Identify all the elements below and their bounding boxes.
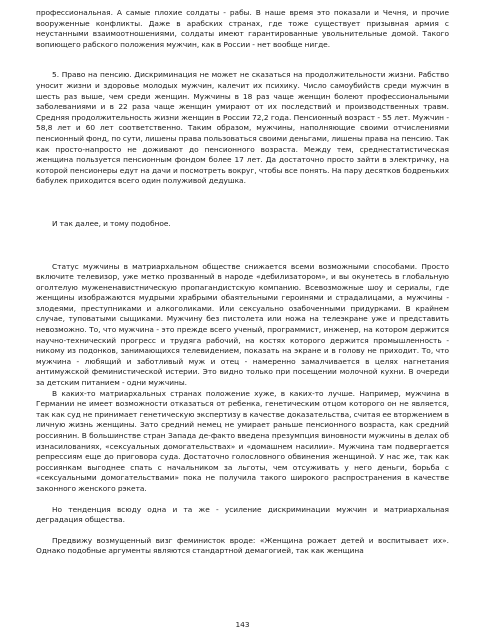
paragraph-pension: 5. Право на пенсию. Дискриминация не может не сказаться на продолжительности жизни. Рабство уносит жизни и здоровье молодых мужчин, калечит их психику. Число самоубийств среди мужчин в шесть раз выше, чем среди женщин. Мужчины в 18 раз чаще женщин болеют профессиональными заболеваниями и в 22 раза чаще женщин умирают от их последствий и производственных травм. Средняя продолжительность жизни женщин в России 72,2 года. Пенсионный возраст - 55 лет. Мужчин - 58,8 лет и 60 лет соответственно. Таким образом, мужчины, наполняющие своими отчислениями пенсионный фонд, по сути, лишены права пользоваться своими деньгами, лишены права на пенсию. Так как просто-напросто не доживают до пенсионного возраста. Между тем, среднестатистическая женщина пользуется пенсионным фондом более 17 лет. Да достаточно просто зайти в электричку, на которой пенсионеры едут на дачи и посмотреть вокруг, чтобы все понять. На пару десятков бодреньких бабулек приходится всего один полуживой дедушка. xyxy=(36,70,449,186)
paragraph-tendency: Но тенденция всюду одна и та же - усиление дискриминации мужчин и матриархальная деградация общества. xyxy=(36,504,449,525)
paragraph-countries: В каких-то матриархальных странах положение хуже, в каких-то лучше. Например, мужчина в Германии не имеет возможности отказаться от ребенка, генетическим отцом которого он не является, так как суд не принимает генетическую экспертизу в качестве доказательства, считая ее вторжением в личную жизнь женщины. Зато средний немец не умирает раньше пенсионного возраста, как средний россиянин. В большинстве стран Запада де-факто введена презумпция виновности мужчины в делах об изнасилованиях, «сексуальных домогательствах» и «домашнем насилии». Мужчина там подвергается репрессиям еще до приговора суда. Достаточно голословного обвинения женщиной. У нас же, так как россиянкам выгоднее спать с начальником за льготы, чем отсуживать у него деньги, борьба с «сексуальными домогательствами» пока не получила такого широкого распространения в качестве законного женского рэкета. xyxy=(36,388,449,493)
paragraph-status: Статус мужчины в матриархальном обществе снижается всеми возможными способами. Просто включите телевизор, уже метко прозванный в народе «дебилизатором», и вы окунетесь в глобальную оголтелую мужененавистническую пропагандистскую компанию. Всевозможные шоу и сериалы, где женщины изображаются мудрыми храбрыми обаятельными героинями и страдалицами, а мужчины - злодеями, преступниками и алкоголиками. Или сексуально озабоченными придурками. В крайнем случае, туповатыми сыщиками. Мужчину без пистолета или ножа на телеэкране уже и представить невозможно. То, что мужчина - это прежде всего ученый, программист, инженер, на котором держится научно-технический прогресс и трудяга рабочий, на костях которого держится промышленность - никому из подонков, занимающихся телевидением, показать на экране и в голову не приходит. То, что мужчина - любящий и заботливый муж и отец - намеренно замалчивается в целях нагнетания антимужской феминистической истерии. Это видно только при посещении молочной кухни. В очереди за детским питанием - одни мужчины. xyxy=(36,261,449,388)
document-page xyxy=(36,8,449,632)
paragraph-army: профессиональная. А самые плохие солдаты - рабы. В наше время это показали и Чечня, и прочие вооруженные конфликты. Даже в арабских странах, где тоже существует призывная армия с неустанными взаимоотношениями, солдаты имеют гарантированные увольнительные домой. Такого вопиющего рабского положения мужчин, как в России - нет вообще нигде. xyxy=(36,8,449,49)
paragraph-feminists: Предвижу возмущенный визг феминисток вроде: «Женщина рожает детей и воспитывает их». Однако подобные аргументы являются стандартной демагогией, так как женщина xyxy=(36,535,449,556)
page-number: 143 xyxy=(235,620,250,629)
paragraph-and-so-on: И так далее, и тому подобное. xyxy=(52,218,171,228)
